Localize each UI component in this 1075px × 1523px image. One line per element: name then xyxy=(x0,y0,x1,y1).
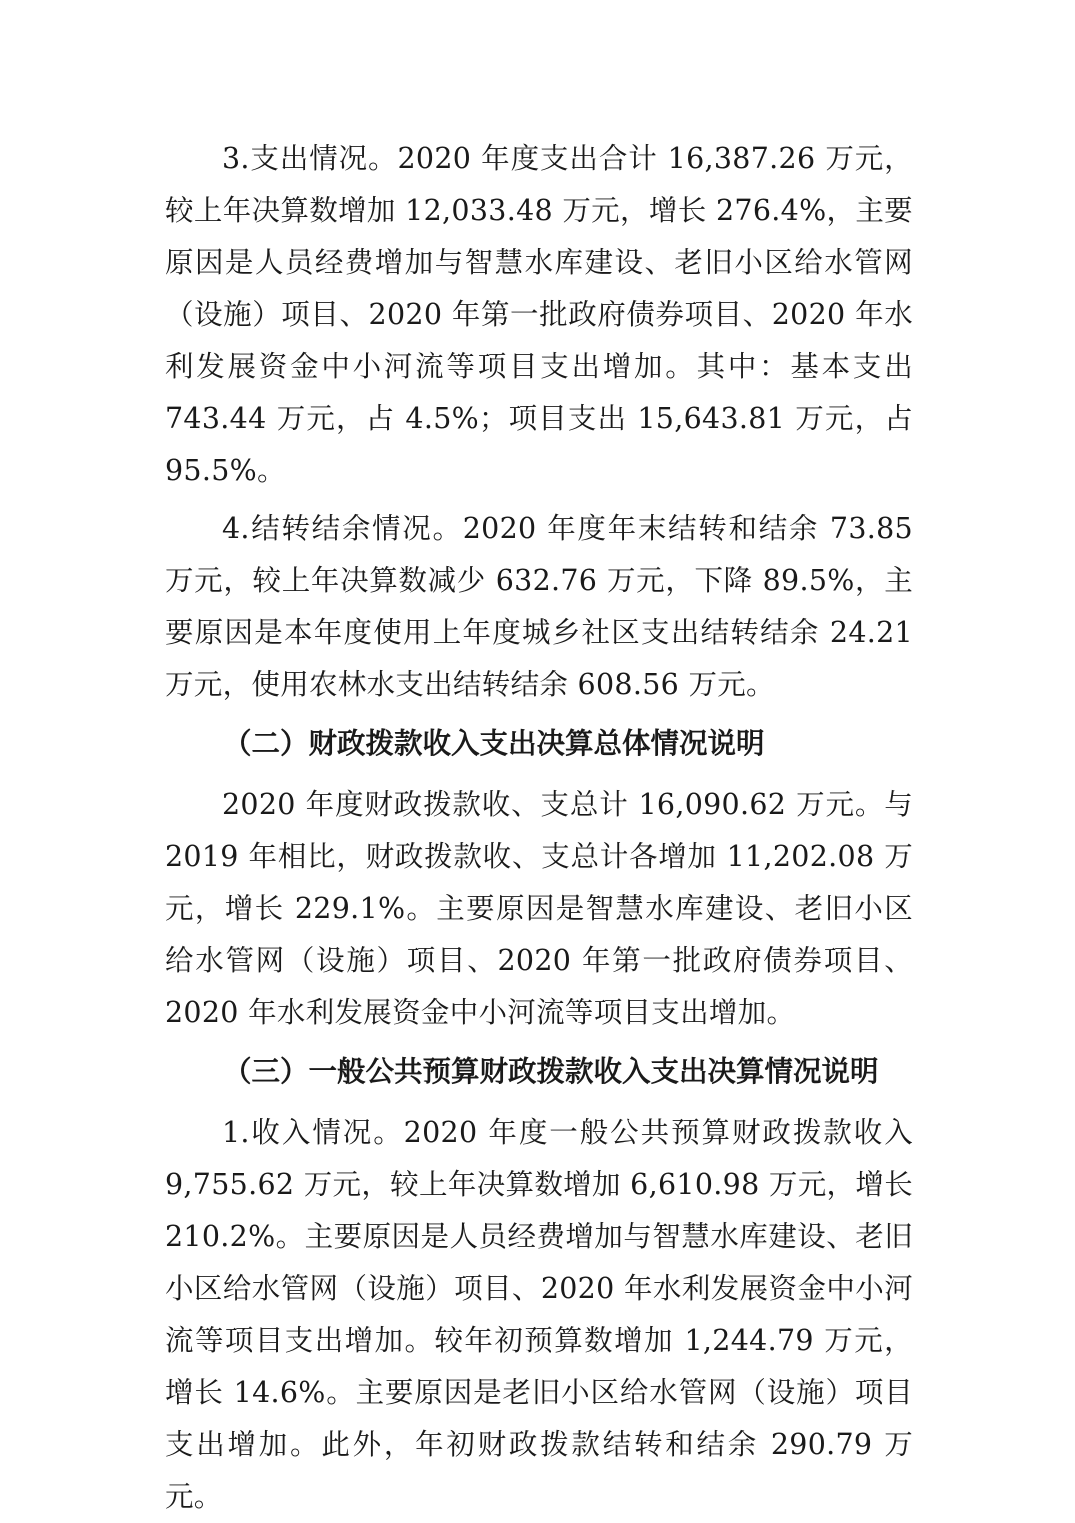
paragraph-fiscal-appropriation-overview: 2020 年度财政拨款收、支总计 16,090.62 万元。与 2019 年相比，财政拨款收、支总计各增加 11,202.08 万元，增长 229.1%。主要原因是智慧水库建设、老旧小区给水管网（设施）项目、2020 年第一批政府债券项目、2020 年水利发展资金中小河流等项目支出增加。 xyxy=(165,788,913,1029)
paragraph-expenditure: 3.支出情况。2020 年度支出合计 16,387.26 万元，较上年决算数增加 12,033.48 万元，增长 276.4%，主要原因是人员经费增加与智慧水库建设、老旧小区给水管网（设施）项目、2020 年第一批政府债券项目、2020 年水利发展资金中小河流等项目支出增加。其中：基本支出 743.44 万元，占 4.5%；项目支出 15,643.81 万元，占 95.5%。 xyxy=(165,142,913,487)
paragraph-income: 1.收入情况。2020 年度一般公共预算财政拨款收入 9,755.62 万元，较上年决算数增加 6,610.98 万元，增长 210.2%。主要原因是人员经费增加与智慧水库建设、老旧小区给水管网（设施）项目、2020 年水利发展资金中小河流等项目支出增加。较年初预算数增加 1,244.79 万元，增长 14.6%。主要原因是老旧小区给水管网（设施）项目支出增加。此外，年初财政拨款结转和结余 290.79 万元。 xyxy=(165,1116,913,1513)
document-page xyxy=(165,133,913,1523)
section-heading-general-public-budget: （三）一般公共预算财政拨款收入支出决算情况说明 xyxy=(223,1054,879,1088)
section-heading-fiscal-appropriation: （二）财政拨款收入支出决算总体情况说明 xyxy=(223,726,765,760)
paragraph-carryover: 4.结转结余情况。2020 年度年末结转和结余 73.85 万元，较上年决算数减少 632.76 万元，下降 89.5%，主要原因是本年度使用上年度城乡社区支出结转结余 24.21 万元，使用农林水支出结转结余 608.56 万元。 xyxy=(165,512,913,701)
